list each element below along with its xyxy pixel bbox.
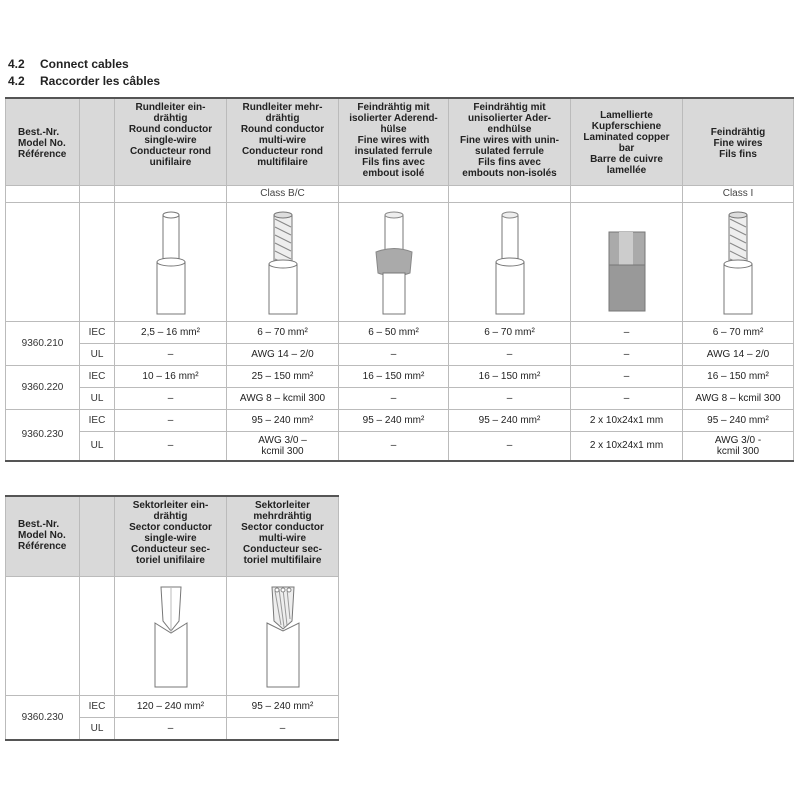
col-header: Sektorleiter ein- drähtig Sector conductor single-wire Conducteur sec- toriel unifilaire: [115, 496, 227, 576]
table-cell: –: [449, 343, 571, 365]
table-cell: –: [339, 343, 449, 365]
table-cell: –: [339, 431, 449, 461]
sector-stranded-icon: [253, 581, 313, 691]
table-cell: –: [571, 343, 683, 365]
table-cell: –: [115, 409, 227, 431]
fine-wire-icon: [708, 207, 768, 317]
table-cell: 95 – 240 mm²: [227, 695, 339, 717]
table-cell: –: [449, 387, 571, 409]
table-cell: –: [115, 387, 227, 409]
insulated-ferrule-icon: [364, 207, 424, 317]
table-cell: 95 – 240 mm²: [449, 409, 571, 431]
heading-en: [8, 57, 129, 71]
table-cell: 2 x 10x24x1 mm: [571, 409, 683, 431]
table-cell: –: [115, 431, 227, 461]
table-cell: AWG 14 – 2/0: [227, 343, 339, 365]
section-number: 4.2: [8, 74, 25, 88]
standard-label: IEC: [80, 365, 115, 387]
table-cell: 2,5 – 16 mm²: [115, 321, 227, 343]
class-label: [571, 185, 683, 202]
solid-conductor-icon: [141, 207, 201, 317]
table-cell: 95 – 240 mm²: [683, 409, 794, 431]
table-cell: 6 – 70 mm²: [227, 321, 339, 343]
table-cell: AWG 3/0 – kcmil 300: [227, 431, 339, 461]
ref-header: Best.-Nr. Model No. Référence: [6, 496, 80, 576]
table-cell: 2 x 10x24x1 mm: [571, 431, 683, 461]
standard-label: UL: [80, 431, 115, 461]
col-header: Rundleiter ein- drähtig Round conductor single-wire Conducteur rond unifilaire: [115, 98, 227, 185]
table-cell: 6 – 70 mm²: [683, 321, 794, 343]
model-number: 9360.230: [6, 409, 80, 461]
table-cell: 25 – 150 mm²: [227, 365, 339, 387]
standard-label: UL: [80, 387, 115, 409]
col-header: Rundleiter mehr- drähtig Round conductor multi-wire Conducteur rond multifilaire: [227, 98, 339, 185]
cable-table-1: [5, 97, 794, 462]
class-label: [449, 185, 571, 202]
table-cell: –: [227, 717, 339, 740]
table-cell: AWG 8 – kcmil 300: [227, 387, 339, 409]
table-cell: –: [449, 431, 571, 461]
table-cell: –: [571, 387, 683, 409]
col-header: Lamellierte Kupferschiene Laminated copper bar Barre de cuivre lamellée: [571, 98, 683, 185]
col-header: Sektorleiter mehrdrähtig Sector conductor multi-wire Conducteur sec- toriel multifilaire: [227, 496, 339, 576]
std-header: [80, 98, 115, 185]
table-cell: –: [115, 717, 227, 740]
standard-label: UL: [80, 343, 115, 365]
cable-table-2: [5, 495, 339, 741]
standard-label: UL: [80, 717, 115, 740]
model-number: 9360.210: [6, 321, 80, 365]
table-cell: 10 – 16 mm²: [115, 365, 227, 387]
standard-label: IEC: [80, 695, 115, 717]
table-cell: –: [571, 365, 683, 387]
section-number: 4.2: [8, 57, 25, 71]
ref-header: Best.-Nr. Model No. Référence: [6, 98, 80, 185]
class-label: Class B/C: [227, 185, 339, 202]
uninsulated-ferrule-icon: [480, 207, 540, 317]
class-label: [115, 185, 227, 202]
heading-fr: [8, 74, 160, 88]
section-title: Connect cables: [40, 57, 129, 71]
table-cell: AWG 14 – 2/0: [683, 343, 794, 365]
col-header: Feindrähtig Fine wires Fils fins: [683, 98, 794, 185]
table-cell: 16 – 150 mm²: [683, 365, 794, 387]
standard-label: IEC: [80, 409, 115, 431]
table-cell: –: [339, 387, 449, 409]
stranded-conductor-icon: [253, 207, 313, 317]
model-number: 9360.220: [6, 365, 80, 409]
col-header: Feindrähtig mit isolierter Aderend- hülse Fine wires with insulated ferrule Fils fins avec embout isolé: [339, 98, 449, 185]
section-title: Raccorder les câbles: [40, 74, 161, 88]
std-header: [80, 496, 115, 576]
table-cell: –: [571, 321, 683, 343]
table-cell: 16 – 150 mm²: [339, 365, 449, 387]
table-cell: 6 – 50 mm²: [339, 321, 449, 343]
table-cell: AWG 3/0 - kcmil 300: [683, 431, 794, 461]
table-cell: 95 – 240 mm²: [339, 409, 449, 431]
table-cell: AWG 8 – kcmil 300: [683, 387, 794, 409]
table-cell: 16 – 150 mm²: [449, 365, 571, 387]
table-cell: 6 – 70 mm²: [449, 321, 571, 343]
table-cell: 95 – 240 mm²: [227, 409, 339, 431]
model-number: 9360.230: [6, 695, 80, 740]
table-cell: –: [115, 343, 227, 365]
col-header: Feindrähtig mit unisolierter Ader- endhülse Fine wires with unin- sulated ferrule Fils fins avec embouts non-isolés: [449, 98, 571, 185]
standard-label: IEC: [80, 321, 115, 343]
class-label: [339, 185, 449, 202]
table-cell: 120 – 240 mm²: [115, 695, 227, 717]
class-label: Class I: [683, 185, 794, 202]
copper-bar-icon: [597, 207, 657, 317]
sector-solid-icon: [141, 581, 201, 691]
